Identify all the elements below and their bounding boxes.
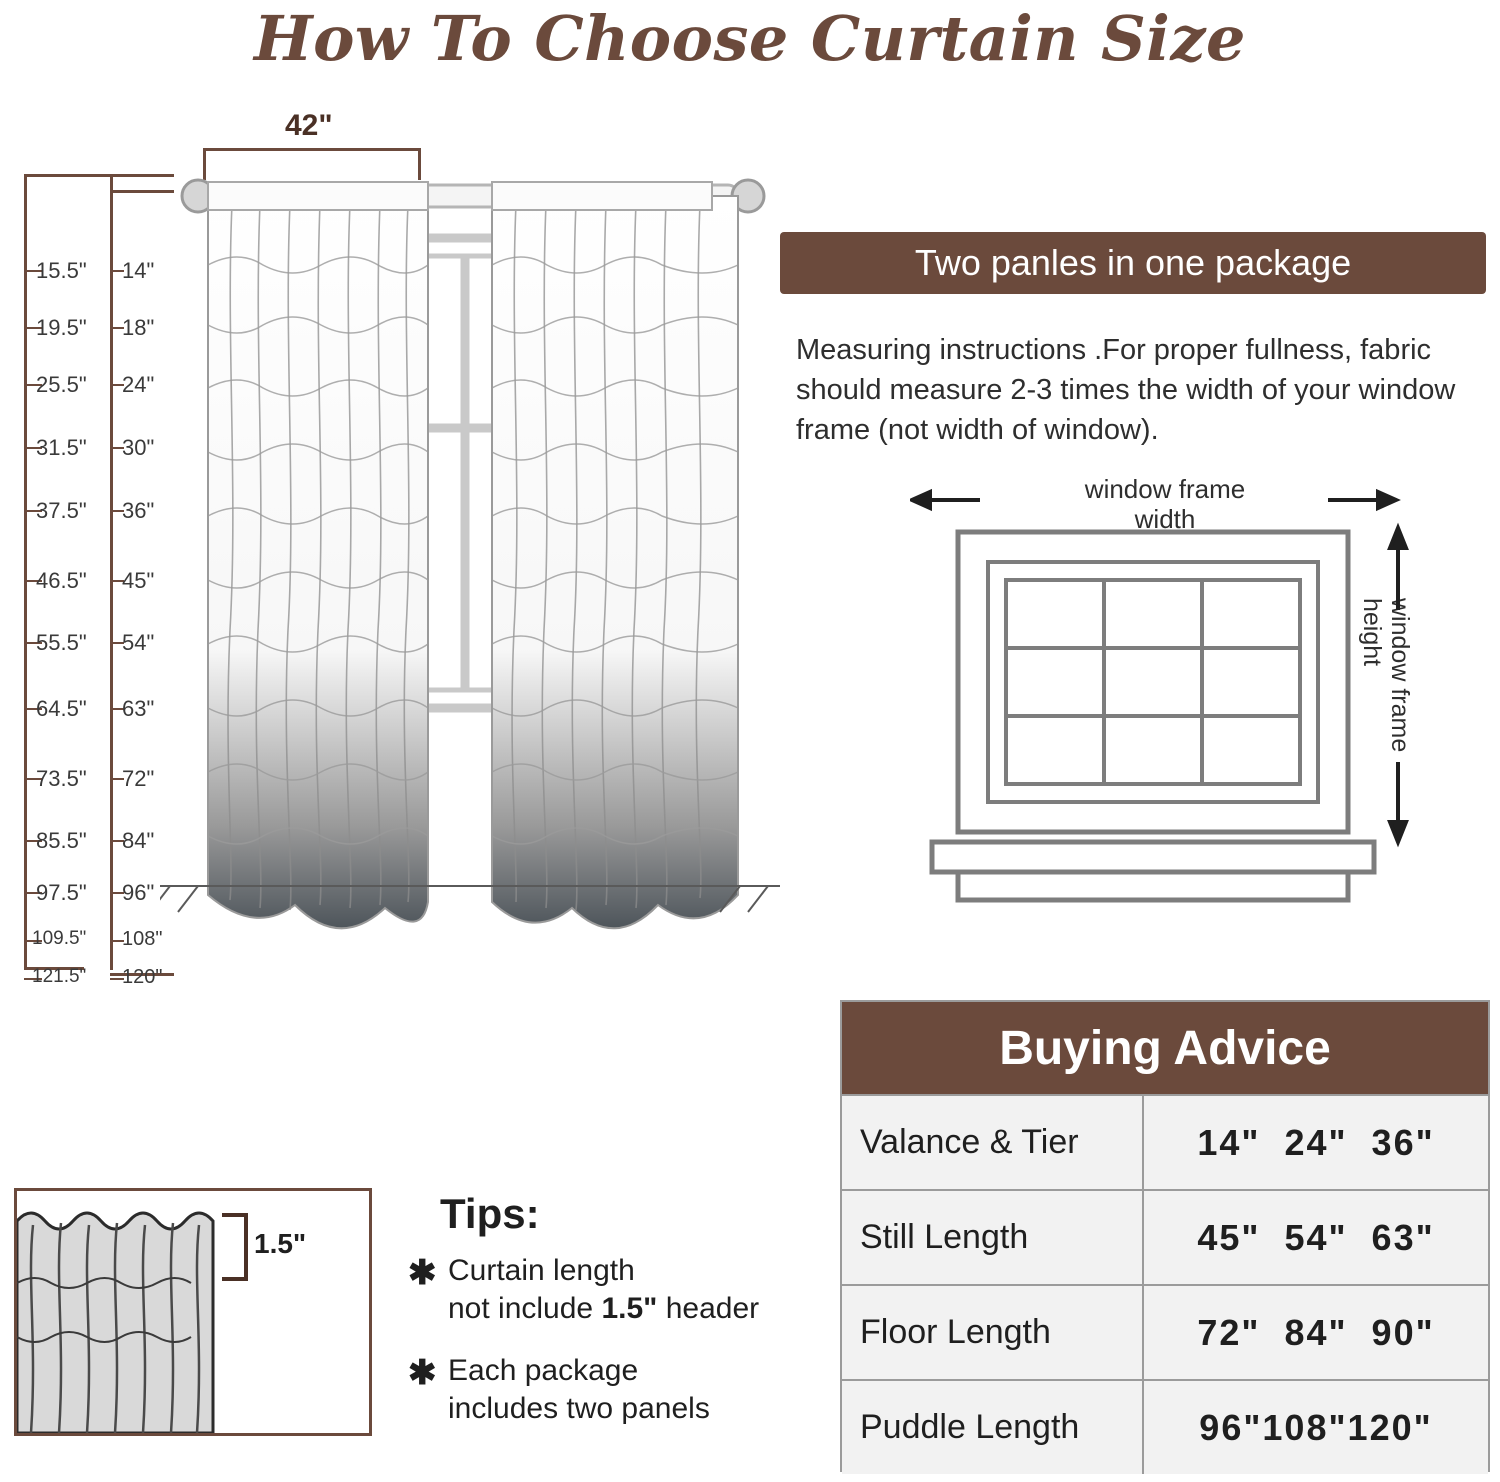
package-banner-text: Two panles in one package	[914, 242, 1352, 283]
header-measure-label: 1.5"	[254, 1228, 307, 1259]
table-cell-label: Valance & Tier	[842, 1096, 1142, 1189]
rod-pocket-header-left	[208, 182, 428, 210]
buying-advice-title-text: Buying Advice	[999, 1021, 1331, 1075]
header-height-bracket	[222, 1213, 248, 1281]
tips-title: Tips:	[440, 1190, 540, 1237]
ladder-label-length: 45"	[122, 568, 155, 593]
table-cell-values: 72" 84" 90"	[1142, 1286, 1488, 1379]
measuring-instructions: Measuring instructions .For proper fullness, fabric should measure 2-3 times the width of your window frame (not width of window).	[796, 334, 1456, 446]
tip-line-1: Each package	[448, 1354, 639, 1387]
table-row	[842, 1284, 1488, 1379]
ladder-label-length: 96"	[122, 880, 155, 905]
ladder-label-length: 84"	[122, 828, 155, 853]
ladder-label-length: 108"	[122, 928, 163, 950]
tip-item	[408, 1252, 838, 1328]
curtain-panel-left	[208, 182, 428, 928]
ladder-label-with-header: 64.5"	[36, 696, 87, 721]
window-frame-width-label: window frame width	[1084, 474, 1246, 534]
ladder-label-length: 14"	[122, 258, 155, 283]
table-row	[842, 1379, 1488, 1474]
ladder-label-with-header: 37.5"	[36, 498, 87, 523]
ladder-label-length: 54"	[122, 630, 155, 655]
table-row	[842, 1094, 1488, 1189]
table-cell-label: Still Length	[842, 1191, 1142, 1284]
ladder-label-length: 36"	[122, 498, 155, 523]
star-icon: ✱	[408, 1354, 437, 1392]
tip-line-1: Curtain length	[448, 1254, 635, 1287]
curtain-width-label: 42"	[285, 109, 333, 142]
ladder-label-with-header: 19.5"	[36, 315, 87, 340]
table-row	[842, 1189, 1488, 1284]
ladder-label-with-header: 15.5"	[36, 258, 87, 283]
table-cell-values: 14" 24" 36"	[1142, 1096, 1488, 1189]
package-banner	[780, 232, 1486, 294]
ladder-label-length: 120"	[122, 966, 163, 988]
window-frame-diagram	[910, 470, 1430, 910]
ladder-axis-a-top-cap	[24, 174, 174, 177]
ladder-label-with-header: 31.5"	[36, 435, 87, 460]
ladder-label-with-header: 121.5"	[32, 966, 87, 987]
ladder-label-length: 30"	[122, 435, 155, 460]
bracket-horizontal-bar	[203, 148, 421, 151]
buying-advice-table	[840, 1000, 1490, 1472]
table-cell-label: Puddle Length	[842, 1381, 1142, 1474]
tip-line-2-bold: 1.5"	[601, 1292, 658, 1325]
tip-line-2-pre: includes two panels	[448, 1392, 710, 1425]
curtain-panel-right	[492, 182, 738, 928]
curtain-header-closeup	[17, 1191, 369, 1433]
ladder-label-with-header: 25.5"	[36, 372, 87, 397]
curtain-header-detail-box	[14, 1188, 372, 1436]
table-cell-values: 45" 54" 63"	[1142, 1191, 1488, 1284]
tip-line-2-pre: not include	[448, 1292, 602, 1325]
tip-item	[408, 1352, 838, 1428]
ladder-label-with-header: 97.5"	[36, 880, 87, 905]
ladder-label-with-header: 55.5"	[36, 630, 87, 655]
ladder-label-length: 18"	[122, 315, 155, 340]
table-cell-label: Floor Length	[842, 1286, 1142, 1379]
ladder-label-with-header: 46.5"	[36, 568, 87, 593]
window-frame-height-label: window frame height	[1358, 598, 1414, 753]
rod-pocket-header-right	[492, 182, 712, 210]
buying-advice-title	[842, 1002, 1488, 1094]
height-arrow	[1390, 528, 1406, 842]
curtain-illustration	[160, 160, 780, 990]
width-arrow	[912, 492, 1396, 508]
ladder-label-length: 72"	[122, 766, 155, 791]
ladder-label-length: 24"	[122, 372, 155, 397]
ladder-label-with-header: 109.5"	[32, 928, 87, 949]
bracket-spine	[244, 1213, 248, 1281]
tips-section	[408, 1190, 838, 1452]
ladder-label-with-header: 73.5"	[36, 766, 87, 791]
ladder-label-length: 63"	[122, 696, 155, 721]
ladder-label-with-header: 85.5"	[36, 828, 87, 853]
star-icon: ✱	[408, 1254, 437, 1292]
table-cell-values: 96"108"120"	[1142, 1381, 1488, 1474]
page-title: How To Choose Curtain Size	[253, 2, 1246, 75]
tip-line-2-post: header	[657, 1292, 760, 1325]
